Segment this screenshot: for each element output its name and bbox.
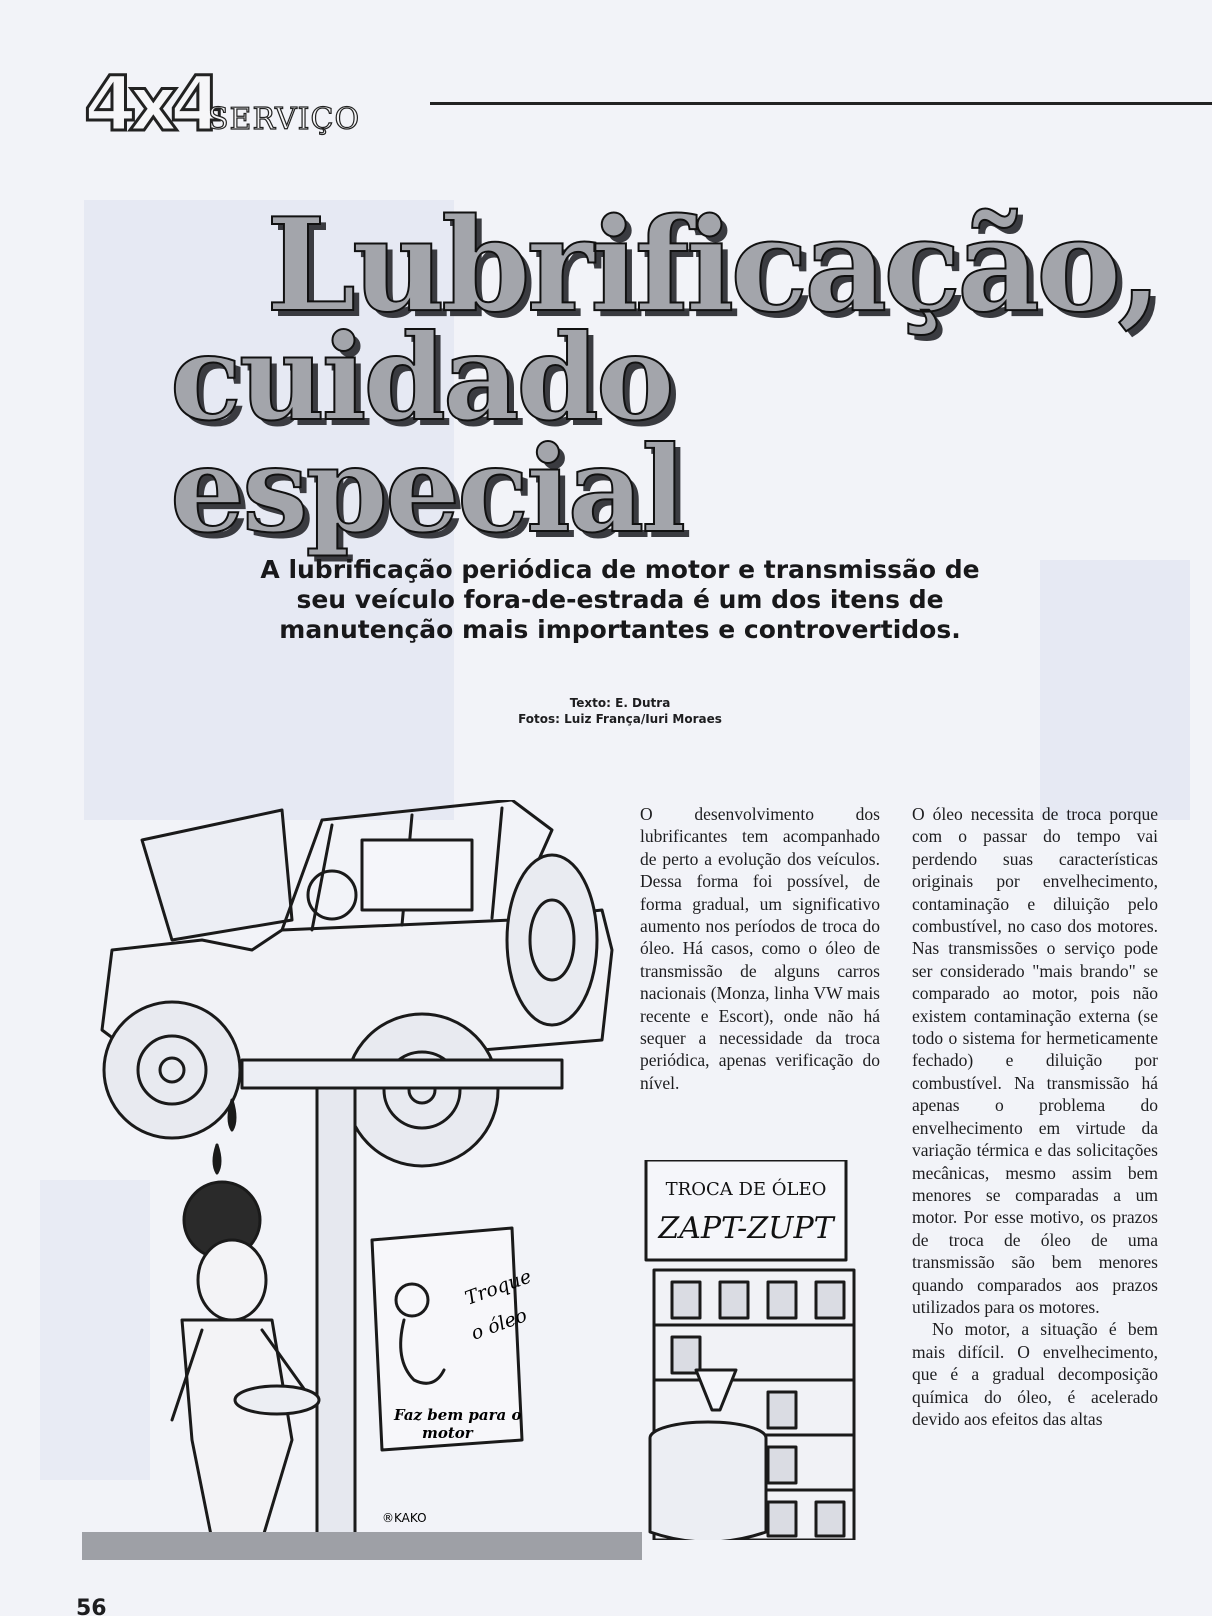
poster-caption-2: motor xyxy=(422,1424,473,1442)
article-lede: A lubrificação periódica de motor e transmissão de seu veículo fora-de-estrada é um dos itens de manutenção mais importantes e controvertidos. xyxy=(260,555,980,644)
magazine-logo: 4x4 xyxy=(84,59,215,148)
poster-caption-1: Faz bem para o xyxy=(394,1406,522,1424)
body-column-2 xyxy=(912,803,1158,1430)
paragraph: O óleo necessita de troca porque com o passar do tempo vai perdendo suas características originais por envelhecimento, contaminação e diluição pelo combustível, no caso dos motores. Nas transmissões o serviço pode ser considerado "mais brando" se comparado ao motor, pois não existem contaminação externa (se todo o sistema for hermeticamente fechado) e diluição por combustível. Na transmissão há apenas o problema do envelhecimento em virtude da variação térmica e das solicitações mecânicas, mesmo assim bem menores se comparadas a um motor. Por esse motivo, os prazos de troca de óleo de uma transmissão são bem menores quando comparados aos prazos utilizados para os motores. xyxy=(912,804,1158,1317)
section-header xyxy=(84,59,1212,154)
poster-text-2: o óleo xyxy=(468,1304,530,1345)
poster-text-1: Troque xyxy=(462,1265,535,1310)
oil-shelf-illustration xyxy=(636,1160,876,1540)
title-line-2: cuidado especial xyxy=(170,308,684,559)
header-rule xyxy=(430,102,1212,105)
title-line-1: Lubrificação, xyxy=(266,191,1158,341)
sign-text-1: TROCA DE ÓLEO xyxy=(665,1179,827,1200)
sign-text-2: ZAPT-ZUPT xyxy=(658,1211,834,1246)
section-name: SERVIÇO xyxy=(208,102,361,137)
body-column-1 xyxy=(640,803,880,1094)
paragraph: No motor, a situação é bem mais difícil. O envelhecimento, que é a gradual decomposição química do óleo, é acelerado devido aos efeitos das altas xyxy=(912,1319,1158,1429)
bleed-through-background xyxy=(1040,560,1190,820)
artist-signature: ®KAKO xyxy=(382,1511,427,1525)
paragraph: O desenvolvimento dos lubrificantes tem acompanhado de perto a evolução dos veículos. Dessa forma foi possível, de forma gradual, um significativo aumento nos períodos de troca do óleo. Há casos, como o óleo de transmissão de alguns carros nacionais (Monza, linha VW mais recente e Escort), onde não há sequer a necessidade da troca periódica, apenas verificação do nível. xyxy=(640,804,880,1093)
article-title xyxy=(170,191,1158,559)
page-number: 56 xyxy=(76,1596,107,1616)
photo-credit: Fotos: Luiz França/Iuri Moraes xyxy=(518,712,722,726)
text-credit: Texto: E. Dutra xyxy=(569,696,671,710)
jeep-lift-illustration xyxy=(82,800,642,1560)
article-credits xyxy=(440,695,800,727)
